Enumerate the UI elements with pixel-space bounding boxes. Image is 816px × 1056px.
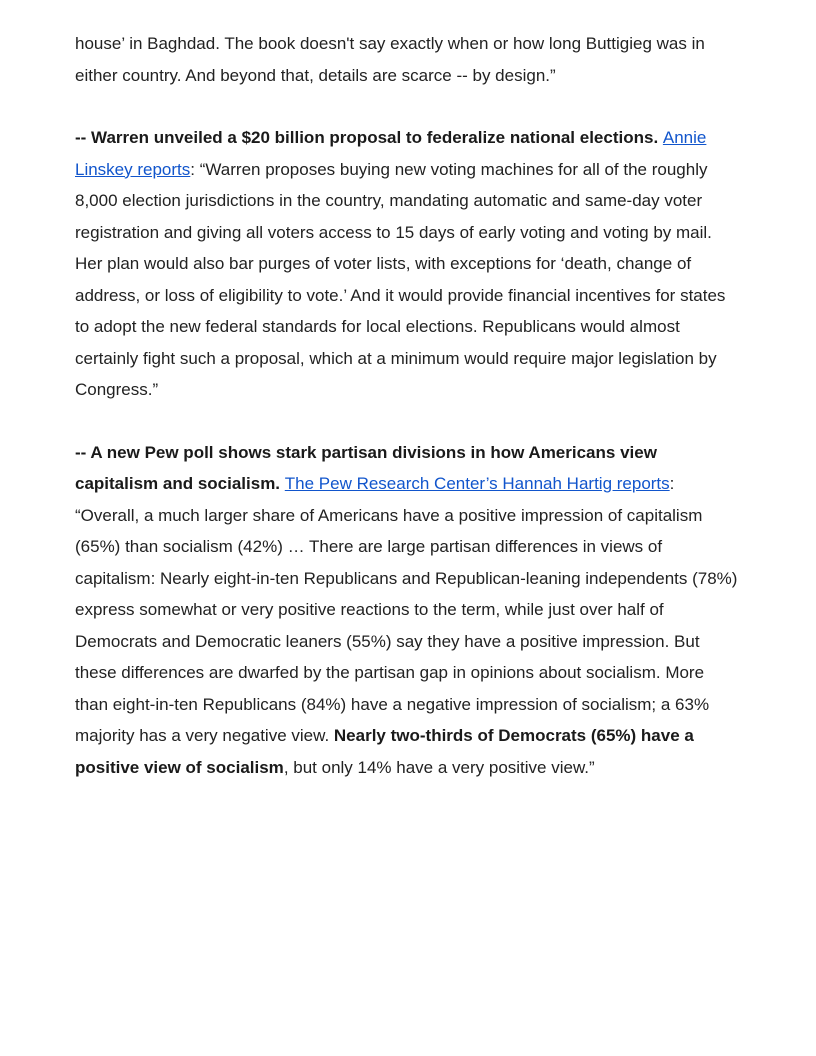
paragraph-lead-bold: -- A new Pew poll shows stark partisan divisions in how Americans view capitalism and socialism. (75, 442, 657, 493)
paragraph-baghdad-continuation (75, 28, 740, 91)
link-annie-linskey-reports[interactable]: Annie Linskey reports (75, 128, 707, 179)
paragraph-lead-bold: -- Warren unveiled a $20 billion proposal to federalize national elections. (75, 128, 663, 147)
emphasis-bold-run: Nearly two-thirds of Democrats (65%) have a positive view of socialism (75, 726, 694, 777)
paragraph-pew-poll-capitalism-socialism (75, 437, 740, 784)
text-run: : “Overall, a much larger share of Americans have a positive impression of capitalism (65%) than socialism (42%) … There are large partisan differences in views of capitalism: Nearly eight-in-ten Republicans and Republican-leaning independents (78%) express somewhat or very positive reactions to the term, while just over half of Democrats and Democratic leaners (55%) say they have a positive impression. But these differences are dwarfed by the partisan gap in opinions about socialism. More than eight-in-ten Republicans (84%) have a negative impression of socialism; a 63% majority has a very negative view. (75, 474, 738, 745)
link-pew-hannah-hartig-reports[interactable]: The Pew Research Center’s Hannah Hartig reports (284, 474, 670, 493)
text-run: house’ in Baghdad. The book doesn't say exactly when or how long Buttigieg was in either country. And beyond that, details are scarce -- by design.” (75, 34, 705, 85)
text-run: , but only 14% have a very positive view.” (283, 757, 595, 777)
paragraph-warren-elections-proposal (75, 122, 740, 406)
text-run: : “Warren proposes buying new voting machines for all of the roughly 8,000 election jurisdictions in the country, mandating automatic and same-day voter registration and giving all voters access to 15 days of early voting and voting by mail. Her plan would also bar purges of voter lists, with exceptions for ‘death, change of address, or loss of eligibility to vote.’ And it would provide financial incentives for states to adopt the new federal standards for local elections. Republicans would almost certainly fight such a proposal, which at a minimum would require major legislation by Congress.” (75, 159, 726, 399)
